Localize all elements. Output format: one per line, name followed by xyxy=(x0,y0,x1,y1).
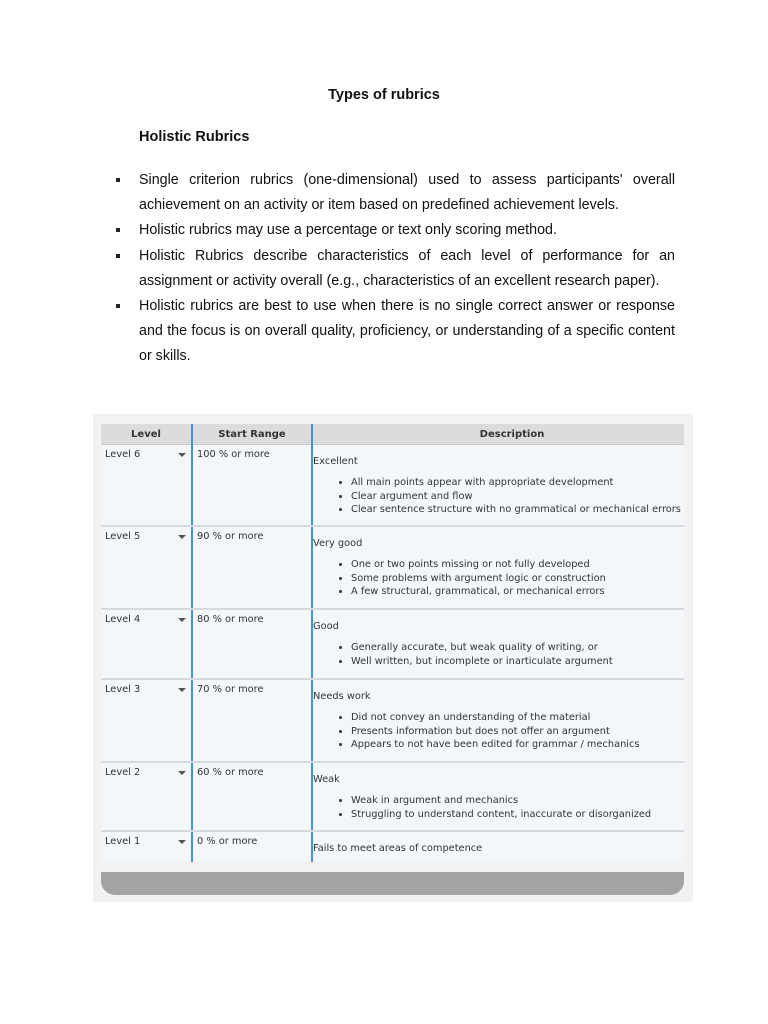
level-label: Level 3 xyxy=(105,684,141,695)
description-cell xyxy=(312,445,684,527)
start-range-value: 60 % or more xyxy=(197,767,264,778)
header-level: Level xyxy=(101,424,192,445)
list-item: Holistic rubrics are best to use when there is no single correct answer or response and the focus is on overall quality, proficiency, or understanding of a specific content or skills. xyxy=(112,294,675,370)
dropdown-arrow-icon[interactable] xyxy=(178,535,186,539)
start-range-value: 90 % or more xyxy=(197,531,264,542)
description-point: • Some problems with argument logic or construction xyxy=(351,572,684,586)
dropdown-arrow-icon[interactable] xyxy=(178,618,186,622)
description-point: • Weak in argument and mechanics xyxy=(351,794,684,808)
table-row xyxy=(101,445,684,527)
rubric-table xyxy=(101,424,684,862)
description-cell xyxy=(312,526,684,609)
level-label: Level 2 xyxy=(105,767,141,778)
list-item: Holistic rubrics may use a percentage or text only scoring method. xyxy=(112,218,675,243)
level-label: Level 4 xyxy=(105,614,141,625)
description-title: Very good xyxy=(313,538,363,549)
description-point: • Did not convey an understanding of the material xyxy=(351,711,684,725)
header-description: Description xyxy=(312,424,684,445)
list-item: Holistic Rubrics describe characteristics of each level of performance for an assignment or activity overall (e.g., characteristics of an excellent research paper). xyxy=(112,244,675,294)
description-point: • Well written, but incomplete or inarticulate argument xyxy=(351,655,684,669)
description-title: Good xyxy=(313,621,339,632)
level-select[interactable] xyxy=(101,445,192,527)
rubric-header-row xyxy=(101,424,684,445)
description-title: Fails to meet areas of competence xyxy=(313,843,483,854)
description-cell xyxy=(312,679,684,762)
description-point: • Clear sentence structure with no grammatical or mechanical errors xyxy=(351,503,684,517)
bullet-list xyxy=(112,168,675,370)
table-row xyxy=(101,609,684,679)
description-point: • Clear argument and flow xyxy=(351,490,684,504)
page-title: Types of rubrics xyxy=(328,87,440,103)
list-item: Single criterion rubrics (one-dimensional) used to assess participants' overall achievement on an activity or item based on predefined achievement levels. xyxy=(112,168,675,218)
description-cell xyxy=(312,762,684,831)
square-bullet-icon xyxy=(116,228,120,232)
start-range-value: 80 % or more xyxy=(197,614,264,625)
level-select[interactable] xyxy=(101,679,192,762)
level-label: Level 1 xyxy=(105,836,141,847)
rubric-screenshot xyxy=(93,414,693,902)
start-range-value: 70 % or more xyxy=(197,684,264,695)
description-title: Weak xyxy=(313,774,340,785)
dropdown-arrow-icon[interactable] xyxy=(178,840,186,844)
square-bullet-icon xyxy=(116,178,120,182)
rubric-footer-bar xyxy=(101,872,684,895)
description-point: • Appears to not have been edited for grammar / mechanics xyxy=(351,738,684,752)
table-row xyxy=(101,526,684,609)
square-bullet-icon xyxy=(116,254,120,258)
dropdown-arrow-icon[interactable] xyxy=(178,688,186,692)
description-point: • Generally accurate, but weak quality of writing, or xyxy=(351,641,684,655)
level-select[interactable] xyxy=(101,762,192,831)
dropdown-arrow-icon[interactable] xyxy=(178,453,186,457)
rubric-table-container xyxy=(101,424,684,895)
description-title: Needs work xyxy=(313,691,371,702)
description-point: • Presents information but does not offer an argument xyxy=(351,725,684,739)
level-label: Level 6 xyxy=(105,449,141,460)
level-select[interactable] xyxy=(101,609,192,679)
level-label: Level 5 xyxy=(105,531,141,542)
start-range-value: 0 % or more xyxy=(197,836,258,847)
description-point: • A few structural, grammatical, or mechanical errors xyxy=(351,585,684,599)
description-title: Excellent xyxy=(313,456,358,467)
description-point: • One or two points missing or not fully developed xyxy=(351,558,684,572)
description-point: • Struggling to understand content, inaccurate or disorganized xyxy=(351,808,684,822)
table-row xyxy=(101,831,684,862)
description-point: • All main points appear with appropriate development xyxy=(351,476,684,490)
dropdown-arrow-icon[interactable] xyxy=(178,771,186,775)
level-select[interactable] xyxy=(101,831,192,862)
level-select[interactable] xyxy=(101,526,192,609)
start-range-value: 100 % or more xyxy=(197,449,270,460)
header-start-range: Start Range xyxy=(192,424,312,445)
section-heading: Holistic Rubrics xyxy=(139,129,250,145)
square-bullet-icon xyxy=(116,304,120,308)
description-cell xyxy=(312,831,684,862)
description-cell xyxy=(312,609,684,679)
table-row xyxy=(101,679,684,762)
table-row xyxy=(101,762,684,831)
